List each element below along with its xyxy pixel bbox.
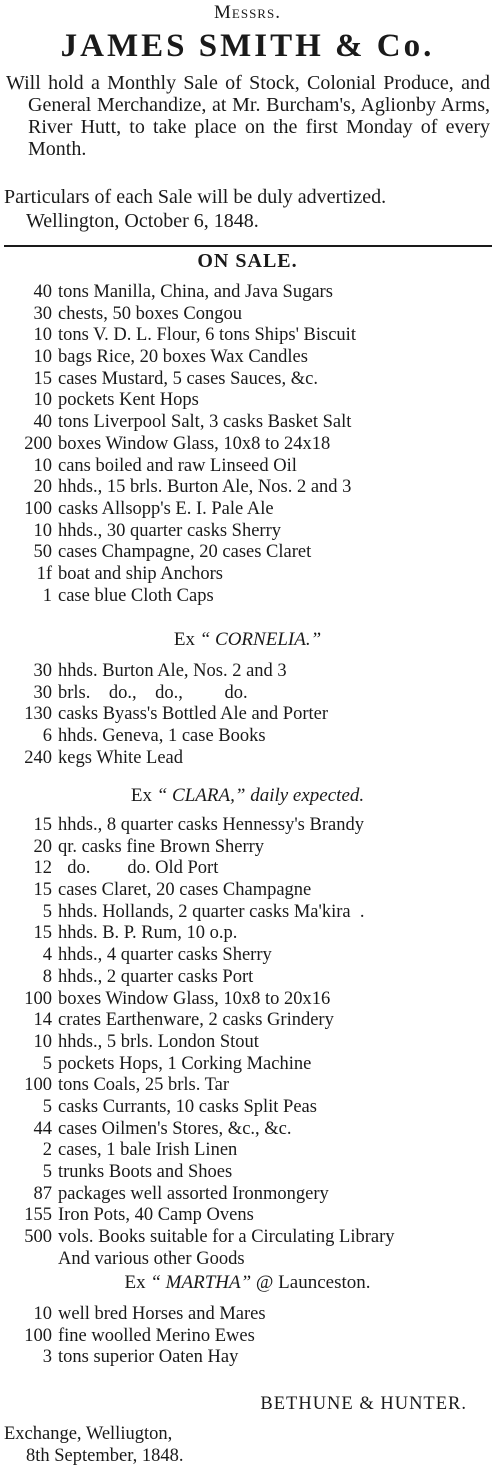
item-quantity: 100 bbox=[24, 988, 52, 1009]
cornelia-list bbox=[0, 661, 495, 769]
item-description: hhds., 15 brls. Burton Ale, Nos. 2 and 3 bbox=[58, 477, 352, 498]
header-firm-name: JAMES SMITH & Co. bbox=[60, 28, 435, 64]
item-description: do. do. Old Port bbox=[58, 858, 219, 879]
list-item bbox=[0, 390, 495, 412]
item-description: hhds. Burton Ale, Nos. 2 and 3 bbox=[58, 661, 287, 681]
item-quantity: 10 bbox=[33, 325, 52, 346]
list-item bbox=[0, 704, 495, 726]
item-description: cases Champagne, 20 cases Claret bbox=[58, 542, 312, 563]
item-description: hhds. Geneva, 1 case Books bbox=[58, 726, 266, 747]
list-item bbox=[0, 726, 495, 748]
list-item bbox=[0, 1227, 495, 1249]
list-item bbox=[0, 434, 495, 456]
item-quantity: 10 bbox=[33, 347, 52, 368]
item-description: boat and ship Anchors bbox=[58, 563, 223, 584]
martha-prefix: Ex bbox=[124, 1272, 146, 1293]
item-quantity: 10 bbox=[33, 1031, 52, 1052]
item-quantity: 20 bbox=[33, 836, 52, 857]
list-item bbox=[0, 1326, 495, 1348]
item-quantity: 15 bbox=[33, 923, 52, 944]
item-quantity: 40 bbox=[33, 412, 52, 433]
item-description: hhds., 8 quarter casks Hennessy's Brandy bbox=[58, 815, 364, 835]
item-quantity: 500 bbox=[24, 1227, 52, 1248]
list-item bbox=[0, 1097, 495, 1119]
item-quantity: 10 bbox=[33, 390, 52, 411]
item-description: chests, 50 boxes Congou bbox=[58, 303, 242, 324]
list-item bbox=[0, 1075, 495, 1097]
item-quantity: 12 bbox=[33, 858, 52, 879]
list-item bbox=[0, 282, 495, 304]
particulars-line: Particulars of each Sale will be duly advertized. bbox=[4, 186, 387, 208]
footer-date: 8th September, 1848. bbox=[26, 1446, 184, 1466]
item-description: hhds. B. P. Rum, 10 o.p. bbox=[58, 923, 238, 944]
list-item bbox=[0, 1205, 495, 1227]
cornelia-heading bbox=[0, 629, 495, 651]
item-quantity: 5 bbox=[42, 1162, 52, 1182]
list-item bbox=[0, 564, 495, 586]
list-item bbox=[0, 1140, 495, 1162]
item-quantity: 10 bbox=[33, 455, 52, 476]
list-item bbox=[0, 1162, 495, 1184]
item-quantity: 30 bbox=[33, 661, 52, 681]
list-item bbox=[0, 989, 495, 1011]
item-quantity: 30 bbox=[33, 303, 52, 324]
martha-list bbox=[0, 1304, 495, 1369]
item-description: tons superior Oaten Hay bbox=[58, 1347, 239, 1368]
list-item bbox=[0, 858, 495, 880]
item-quantity: 100 bbox=[24, 1325, 52, 1346]
item-description: cases, 1 bale Irish Linen bbox=[58, 1140, 238, 1161]
item-quantity: 8 bbox=[42, 966, 52, 987]
list-item bbox=[0, 967, 495, 989]
on-sale-heading: ON SALE. bbox=[197, 250, 298, 272]
dateline: Wellington, October 6, 1848. bbox=[26, 210, 259, 232]
item-quantity: 6 bbox=[42, 726, 52, 747]
clara-note: daily expected. bbox=[250, 785, 365, 806]
list-item bbox=[0, 1010, 495, 1032]
item-quantity: 100 bbox=[24, 498, 52, 519]
list-item bbox=[0, 1119, 495, 1141]
list-item bbox=[0, 1347, 495, 1369]
cornelia-ship-name: “ CORNELIA.” bbox=[199, 629, 322, 650]
item-description: well bred Horses and Mares bbox=[58, 1304, 266, 1324]
clara-prefix: Ex bbox=[130, 785, 152, 806]
item-description: packages well assorted Ironmongery bbox=[58, 1183, 329, 1204]
item-description: cases Claret, 20 cases Champagne bbox=[58, 880, 312, 901]
on-sale-list bbox=[0, 282, 495, 607]
header-messrs: Messrs. bbox=[214, 2, 281, 23]
list-item bbox=[0, 748, 495, 770]
list-item bbox=[0, 1054, 495, 1076]
item-quantity: 10 bbox=[33, 520, 52, 541]
item-quantity: 14 bbox=[33, 1010, 52, 1031]
list-item bbox=[0, 815, 495, 837]
item-description: vols. Books suitable for a Circulating Library bbox=[58, 1227, 395, 1248]
item-description: boxes Window Glass, 10x8 to 20x16 bbox=[58, 988, 331, 1009]
item-description: tons V. D. L. Flour, 6 tons Ships' Biscuit bbox=[58, 325, 356, 346]
item-quantity: 10 bbox=[33, 1304, 52, 1324]
item-quantity: 155 bbox=[24, 1205, 52, 1226]
item-quantity: 30 bbox=[33, 682, 52, 703]
item-quantity: 50 bbox=[33, 542, 52, 563]
cornelia-prefix: Ex bbox=[173, 629, 195, 650]
intro-paragraph bbox=[6, 72, 490, 160]
item-quantity: 1f bbox=[36, 563, 52, 584]
item-description: casks Allsopp's E. I. Pale Ale bbox=[58, 498, 274, 519]
item-quantity: 100 bbox=[24, 1075, 52, 1096]
martha-ship-name: “ MARTHA” bbox=[150, 1272, 252, 1293]
item-quantity: 1 bbox=[42, 585, 52, 606]
item-description: tons Liverpool Salt, 3 casks Basket Salt bbox=[58, 412, 352, 433]
list-item bbox=[0, 542, 495, 564]
item-quantity: 3 bbox=[42, 1347, 52, 1368]
divider-rule bbox=[4, 245, 492, 247]
list-item bbox=[0, 1249, 495, 1271]
list-item bbox=[0, 923, 495, 945]
item-description: kegs White Lead bbox=[58, 747, 184, 768]
item-quantity: 2 bbox=[42, 1140, 52, 1161]
item-description: boxes Window Glass, 10x8 to 24x18 bbox=[58, 433, 331, 454]
list-item bbox=[0, 347, 495, 369]
list-item bbox=[0, 837, 495, 859]
item-quantity: 20 bbox=[33, 477, 52, 498]
item-quantity: 240 bbox=[24, 747, 52, 768]
item-description: qr. casks fine Brown Sherry bbox=[58, 836, 265, 857]
list-item bbox=[0, 945, 495, 967]
clara-list bbox=[0, 815, 495, 1270]
list-item bbox=[0, 1184, 495, 1206]
item-description: casks Byass's Bottled Ale and Porter bbox=[58, 704, 329, 725]
item-description: bags Rice, 20 boxes Wax Candles bbox=[58, 347, 308, 368]
list-item bbox=[0, 499, 495, 521]
item-quantity: 200 bbox=[24, 433, 52, 454]
list-item bbox=[0, 521, 495, 543]
item-description: casks Currants, 10 casks Split Peas bbox=[58, 1096, 317, 1117]
item-quantity: 5 bbox=[42, 1053, 52, 1074]
list-item bbox=[0, 412, 495, 434]
list-item bbox=[0, 477, 495, 499]
item-quantity: 5 bbox=[42, 901, 52, 922]
item-description: cans boiled and raw Linseed Oil bbox=[58, 455, 297, 476]
list-item bbox=[0, 586, 495, 608]
martha-suffix: @ Launceston. bbox=[255, 1272, 371, 1293]
list-item bbox=[0, 902, 495, 924]
item-description: cases Oilmen's Stores, &c., &c. bbox=[58, 1118, 292, 1139]
item-description: cases Mustard, 5 cases Sauces, &c. bbox=[58, 368, 318, 389]
list-item bbox=[0, 369, 495, 391]
item-description: hhds., 4 quarter casks Sherry bbox=[58, 945, 272, 966]
item-description: hhds., 2 quarter casks Port bbox=[58, 966, 254, 987]
clara-ship-name: “ CLARA,” bbox=[156, 785, 246, 806]
item-description: crates Earthenware, 2 casks Grindery bbox=[58, 1010, 334, 1031]
clara-heading bbox=[0, 785, 495, 807]
item-description: trunks Boots and Shoes bbox=[58, 1162, 233, 1182]
list-item bbox=[0, 880, 495, 902]
item-description: case blue Cloth Caps bbox=[58, 585, 214, 606]
signature: BETHUNE & HUNTER. bbox=[260, 1394, 467, 1414]
item-description: hhds., 30 quarter casks Sherry bbox=[58, 520, 281, 541]
item-quantity: 5 bbox=[42, 1096, 52, 1117]
item-quantity: 130 bbox=[24, 704, 52, 725]
item-quantity: 15 bbox=[33, 815, 52, 835]
intro-text: Will hold a Monthly Sale of Stock, Colonial Produce, and General Merchandize, at Mr. Burcham's, Aglionby Arms, River Hutt, to take place on the first Monday of every Month. bbox=[6, 72, 490, 160]
list-item bbox=[0, 1304, 495, 1326]
list-item bbox=[0, 1032, 495, 1054]
item-description: And various other Goods bbox=[58, 1248, 245, 1269]
item-quantity: 44 bbox=[33, 1118, 52, 1139]
item-description: pockets Hops, 1 Corking Machine bbox=[58, 1053, 312, 1074]
item-quantity: 15 bbox=[33, 880, 52, 901]
list-item bbox=[0, 325, 495, 347]
item-description: pockets Kent Hops bbox=[58, 390, 199, 411]
martha-heading bbox=[0, 1272, 495, 1294]
item-quantity: 40 bbox=[33, 282, 52, 302]
list-item bbox=[0, 661, 495, 683]
list-item bbox=[0, 456, 495, 478]
footer-address: Exchange, Welliugton, bbox=[4, 1424, 173, 1444]
item-description: hhds. Hollands, 2 quarter casks Ma'kira . bbox=[58, 901, 365, 922]
item-description: hhds., 5 brls. London Stout bbox=[58, 1031, 259, 1052]
item-description: fine woolled Merino Ewes bbox=[58, 1325, 255, 1346]
item-quantity: 15 bbox=[33, 368, 52, 389]
item-description: brls. do., do., do. bbox=[58, 682, 248, 703]
list-item bbox=[0, 683, 495, 705]
item-quantity: 4 bbox=[42, 945, 52, 966]
list-item bbox=[0, 304, 495, 326]
item-description: Iron Pots, 40 Camp Ovens bbox=[58, 1205, 254, 1226]
item-quantity: 87 bbox=[33, 1183, 52, 1204]
item-description: tons Manilla, China, and Java Sugars bbox=[58, 282, 333, 302]
item-description: tons Coals, 25 brls. Tar bbox=[58, 1075, 230, 1096]
